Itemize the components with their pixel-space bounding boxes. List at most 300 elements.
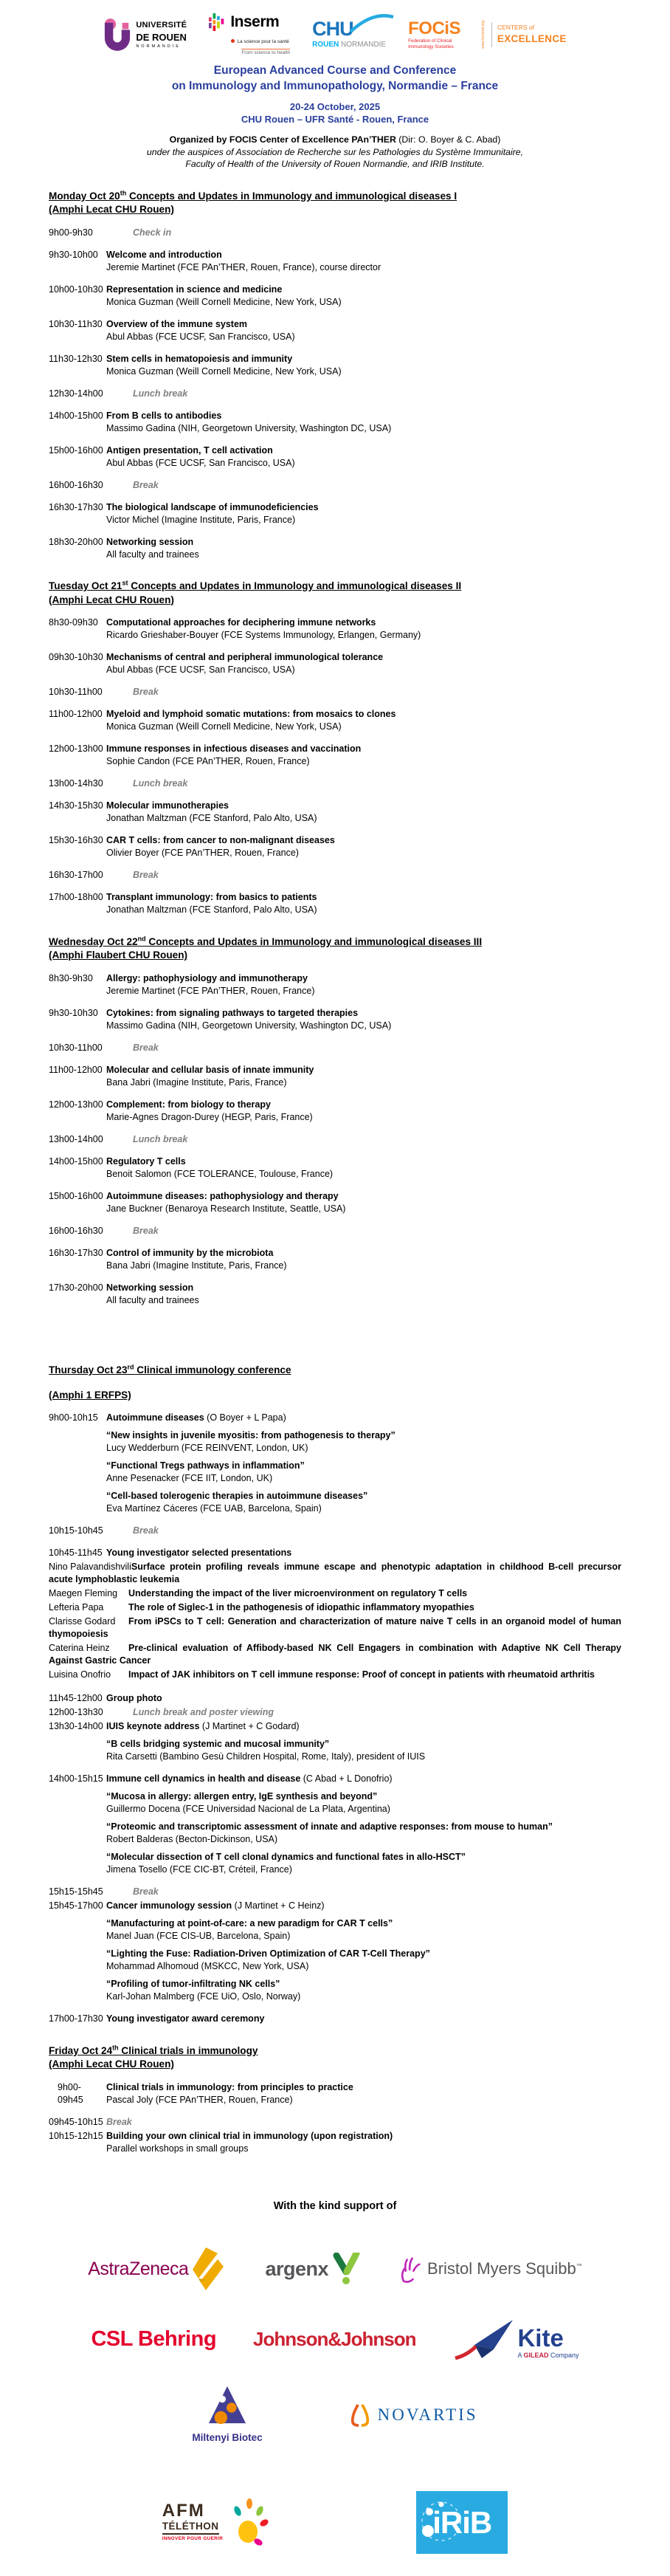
speaker-line: Benoit Salomon (FCE TOLERANCE, Toulouse, France) [106, 1168, 334, 1179]
focis-subline: Federation of Clinical Immunology Societies [408, 38, 454, 49]
sub-talk [106, 1490, 621, 1515]
focis-wordmark: FOCiS [408, 18, 460, 39]
break-label: Break [133, 1886, 159, 1897]
focis-divider [491, 22, 492, 47]
session-title: The biological landscape of immunodeficiencies [106, 501, 319, 512]
session-title: Immune cell dynamics in health and disease [106, 1773, 301, 1785]
time-slot: 9h00-9h30 [49, 227, 93, 238]
speaker-line: Olivier Boyer (FCE PAn’THER, Rouen, France) [106, 848, 299, 859]
time-slot: 15h00-16h00 [49, 1190, 103, 1201]
focis-logo [408, 20, 567, 49]
speaker-line: All faculty and trainees [106, 1294, 199, 1305]
univ-line3: NORMANDIE [136, 44, 181, 49]
break-row [49, 777, 621, 790]
day-header [49, 579, 621, 594]
day-header-text: Friday Oct 24th Clinical trials in immunology [49, 2044, 258, 2056]
session-chairs: (J Martinet + C Heinz) [232, 1900, 325, 1912]
break-row [49, 388, 621, 400]
session-title: Allergy: pathophysiology and immunotherapy [106, 972, 308, 983]
break-label: Lunch break and poster viewing [133, 1707, 274, 1718]
session-row [49, 1155, 621, 1181]
time-slot: 15h00-16h00 [49, 444, 103, 456]
session-title: Computational approaches for deciphering immune networks [106, 617, 376, 628]
abstract-title: Pre-clinical evaluation of Affibody-based NK Cell Engagers in combination with Adaptive NK Cell Therapy Against Gastric Cancer [49, 1643, 621, 1666]
sub-talk [106, 1429, 621, 1454]
sub-talk [106, 1851, 621, 1876]
time-slot: 18h30-20h00 [49, 536, 103, 547]
bristol-myers-squibb-logo [399, 2255, 582, 2283]
afm-telethon-logo [162, 2498, 269, 2546]
session-title: Group photo [106, 1693, 162, 1704]
session-title-line [106, 1099, 621, 1111]
chu-wordmark: CHU [312, 19, 386, 39]
session-title: Networking session [106, 536, 194, 547]
kite-icon [452, 2318, 516, 2360]
break-row [49, 227, 621, 239]
sub-talk [106, 1978, 621, 2003]
session-title: Welcome and introduction [106, 249, 222, 260]
irib-logo [416, 2491, 508, 2554]
auspices-line1: under the auspices of Association de Recherche sur les Pathologies du Système Immunitaire, [146, 146, 524, 157]
break-label: Check in [133, 227, 172, 238]
time-slot: 12h00-13h00 [49, 1099, 103, 1110]
inserm-tagline-en: From science to health [241, 50, 291, 56]
speaker-line: Massimo Gadina (NIH, Georgetown University, Washington DC, USA) [106, 1020, 392, 1031]
session-row [49, 616, 621, 642]
inserm-tagline-fr: La science pour la santé [231, 39, 290, 46]
talk-title: “Manufacturing at point-of-care: a new paradigm for CAR T cells” [106, 1918, 393, 1929]
time-slot: 09h45-10h15 [49, 2116, 103, 2127]
ordinal-suffix: th [120, 189, 127, 197]
break-row [49, 869, 621, 882]
abstract-title: From iPSCs to T cell: Generation and characterization of mature naive T cells in an organoid model of human thymopoiesis [49, 1616, 621, 1640]
session-title: Young investigator selected presentations [106, 1548, 292, 1559]
speaker-line: Sophie Candon (FCE PAn’THER, Rouen, France) [106, 756, 310, 767]
sponsor-row-1 [49, 2246, 621, 2292]
talk-title: “Proteomic and transcriptomic assessment of innate and adaptive responses: from mouse to human” [106, 1821, 553, 1833]
csl-behring-logo [91, 2325, 216, 2354]
speaker-line: Guillermo Docena (FCE Universidad Nacional de La Plata, Argentina) [106, 1804, 390, 1815]
session-title: CAR T cells: from cancer to non-malignant diseases [106, 835, 335, 846]
schedule [49, 188, 621, 2155]
time-slot: 13h00-14h00 [49, 1133, 103, 1144]
day-section [49, 1363, 621, 2026]
inserm-logo [209, 12, 290, 58]
focis-website: www.focisnet.org [481, 21, 486, 49]
day-venue: (Amphi 1 ERFPS) [49, 1389, 131, 1401]
astrazeneca-ribbon-icon [188, 2246, 227, 2292]
time-slot: 10h30-11h00 [49, 687, 103, 698]
session-title-line [106, 353, 621, 365]
speaker-line: Rita Carsetti (Bambino Gesù Children Hospital, Rome, Italy), president of IUIS [106, 1751, 426, 1762]
session-title: Autoimmune diseases [106, 1412, 204, 1423]
speaker-line: Lucy Wedderburn (FCE REINVENT, London, UK) [106, 1443, 308, 1454]
afm-figure-icon [230, 2498, 269, 2546]
session-title: Autoimmune diseases: pathophysiology and therapy [106, 1190, 339, 1201]
session-row [49, 2130, 621, 2155]
sponsor-row-2 [49, 2318, 621, 2360]
time-slot: 11h30-12h30 [49, 353, 103, 364]
session-title-line [106, 1007, 621, 1020]
speaker-line: Ricardo Grieshaber-Bouyer (FCE Systems Immunology, Erlangen, Germany) [106, 630, 421, 641]
speaker-line: Eva Martínez Cáceres (FCE UAB, Barcelona, Spain) [106, 1503, 322, 1514]
session-title-line [106, 410, 621, 422]
talk-title: “New insights in juvenile myositis: from pathogenesis to therapy” [106, 1430, 396, 1441]
break-label: Break [133, 687, 159, 698]
kite-wordmark: Kite [517, 2324, 564, 2352]
session-title-line [106, 501, 621, 514]
session-row [49, 284, 621, 309]
break-label: Break [133, 479, 159, 490]
session-row [49, 444, 621, 470]
session-title: Molecular immunotherapies [106, 800, 229, 811]
session-row [49, 249, 621, 274]
break-row [49, 1133, 621, 1146]
session-row [49, 651, 621, 676]
telethon-wordmark: TÉLÉTHON [162, 2520, 219, 2535]
session-title: Molecular and cellular basis of innate immunity [106, 1064, 314, 1075]
session-row [49, 800, 621, 825]
sub-talk [106, 1948, 621, 1973]
kite-logo [452, 2318, 579, 2360]
session-title-line [106, 1412, 621, 1424]
session-row [49, 1190, 621, 1215]
day-section [49, 934, 621, 1307]
day-header [49, 188, 621, 203]
abstract-title: Understanding the impact of the liver microenvironment on regulatory T cells [128, 1588, 468, 1599]
afm-slogan: INNOVER POUR GUERIR [162, 2536, 224, 2542]
young-investigator-abstract [49, 1669, 621, 1681]
session-title-line [106, 1773, 621, 1785]
speaker-line: Monica Guzman (Weill Cornell Medicine, New York, USA) [106, 365, 342, 377]
session-row [49, 353, 621, 378]
ordinal-suffix: th [112, 2044, 119, 2052]
session-title-line [106, 800, 621, 812]
talk-title: “Molecular dissection of T cell clonal dynamics and functional fates in allo-HSCT” [106, 1852, 466, 1863]
time-slot: 10h45-11h45 [49, 1548, 103, 1559]
session-row [49, 1692, 621, 1705]
organizer-block [49, 134, 621, 171]
event-venue: CHU Rouen – UFR Santé - Rouen, France [241, 114, 429, 126]
irib-wordmark: iRiB [432, 2504, 492, 2540]
inserm-dot-icon [231, 39, 235, 43]
miltenyi-wordmark: Miltenyi Biotec [192, 2432, 263, 2444]
talk-title: “Functional Tregs pathways in inflammation” [106, 1460, 305, 1471]
kite-gilead-subline: A GILEAD Company [517, 2352, 579, 2360]
support-heading: With the kind support of [273, 2199, 397, 2212]
document-title-line1: European Advanced Course and Conference [213, 64, 457, 78]
sub-talk [106, 1917, 621, 1943]
speaker-line: Robert Balderas (Becton-Dickinson, USA) [106, 1834, 278, 1845]
bms-wordmark: Bristol Myers Squibb™ [427, 2259, 582, 2278]
speaker-line: Jeremie Martinet (FCE PAn’THER, Rouen, France), course director [106, 261, 381, 272]
chu-swoosh-icon [349, 14, 395, 33]
break-label: Break [133, 1042, 159, 1053]
session-title: Building your own clinical trial in immunology (upon registration) [106, 2130, 393, 2141]
session-title: Cytokines: from signaling pathways to targeted therapies [106, 1007, 359, 1018]
young-investigator-abstract [49, 1615, 621, 1641]
time-slot: 14h00-15h00 [49, 1155, 103, 1167]
speaker-line: Bana Jabri (Imagine Institute, Paris, France) [106, 1076, 287, 1088]
time-slot: 13h30-14h00 [49, 1721, 103, 1732]
miltenyi-triangle-icon [207, 2385, 247, 2429]
day-section [49, 2043, 621, 2155]
session-row [49, 1282, 621, 1307]
session-title-line [106, 743, 621, 755]
astrazeneca-logo [88, 2246, 227, 2292]
document-title-line2: on Immunology and Immunopathology, Normandie – France [171, 79, 499, 92]
day-section [49, 188, 621, 561]
presenter-name: Maegen Fleming [49, 1588, 118, 1599]
time-slot: 14h00-15h15 [49, 1773, 103, 1785]
argenx-mark-icon [331, 2253, 361, 2285]
session-title-line [106, 318, 621, 331]
session-row [49, 318, 621, 343]
time-slot: 9h00-10h15 [49, 1412, 98, 1423]
presenter-name: Luisina Onofrio [49, 1669, 111, 1680]
session-title: Myeloid and lymphoid somatic mutations: from mosaics to clones [106, 709, 396, 720]
universite-rouen-logo [103, 18, 187, 51]
time-slot: 10h15-10h45 [49, 1525, 103, 1536]
session-title: Complement: from biology to therapy [106, 1099, 271, 1110]
sponsor-row-4 [49, 2491, 621, 2554]
time-slot: 15h45-17h00 [49, 1900, 103, 1912]
session-row [49, 972, 621, 997]
time-slot: 8h30-09h30 [49, 617, 98, 628]
session-row [49, 1900, 621, 2003]
ordinal-suffix: st [122, 579, 128, 587]
time-slot: 12h00-13h30 [49, 1707, 103, 1718]
abstract-title: The role of Siglec-1 in the pathogenesis of idiopathic inflammatory myopathies [128, 1602, 474, 1613]
sub-talk [106, 1790, 621, 1816]
afm-wordmark: AFM [162, 2500, 205, 2521]
ordinal-suffix: nd [137, 935, 146, 943]
talk-title: “Mucosa in allergy: allergen entry, IgE synthesis and beyond” [106, 1791, 378, 1802]
time-slot: 9h30-10h30 [49, 1007, 98, 1018]
session-chairs: (C Abad + L Donofrio) [300, 1773, 393, 1785]
session-title-line [106, 616, 621, 629]
day-venue: (Amphi Lecat CHU Rouen) [49, 594, 174, 605]
time-slot: 8h30-9h30 [49, 972, 93, 983]
session-row [49, 1773, 621, 1876]
break-label: Lunch break [133, 778, 188, 789]
speaker-line: Parallel workshops in small groups [106, 2143, 249, 2154]
session-title-line [106, 1247, 621, 1260]
session-title: From B cells to antibodies [106, 410, 222, 421]
session-title: Cancer immunology session [106, 1900, 232, 1912]
speaker-line: Jonathan Maltzman (FCE Stanford, Palo Alto, USA) [106, 813, 317, 824]
speaker-line: Jane Buckner (Benaroya Research Institute, Seattle, USA) [106, 1203, 346, 1214]
session-title-line [106, 536, 621, 549]
session-title: Mechanisms of central and peripheral immunological tolerance [106, 652, 384, 663]
time-slot: 16h30-17h00 [49, 870, 103, 881]
time-slot: 10h15-12h15 [49, 2130, 103, 2141]
session-row [49, 1547, 621, 1559]
break-row [49, 1886, 621, 1898]
break-label: Lunch break [133, 388, 188, 399]
abstract-title: Impact of JAK inhibitors on T cell immune response: Proof of concept in patients with rheumatoid arthritis [128, 1669, 595, 1680]
young-investigator-abstract [49, 1642, 621, 1667]
break-row [49, 1525, 621, 1537]
day-header-text: Tuesday Oct 21st Concepts and Updates in Immunology and immunological diseases II [49, 579, 462, 592]
session-title: Antigen presentation, T cell activation [106, 444, 273, 456]
session-title-line [106, 1064, 621, 1076]
univ-line1: UNIVERSITÉ [136, 20, 187, 30]
speaker-line: Abul Abbas (FCE UCSF, San Francisco, USA) [106, 331, 295, 342]
speaker-line: Mohammad Alhomoud (MSKCC, New York, USA) [106, 1961, 309, 1972]
session-title-line [106, 249, 621, 261]
inserm-bars-icon [209, 12, 227, 32]
bms-hand-icon [399, 2255, 421, 2283]
break-row [49, 1706, 621, 1719]
session-row [49, 1007, 621, 1032]
sub-talk [106, 1738, 621, 1763]
presenter-name: Clarisse Godard [49, 1616, 116, 1627]
session-row [49, 501, 621, 526]
sub-talk [106, 1460, 621, 1485]
session-title: Networking session [106, 1282, 194, 1293]
break-row [49, 479, 621, 492]
presenter-name: Caterina Heinz [49, 1643, 110, 1654]
time-slot: 9h00-09h45 [58, 2081, 83, 2105]
csl-wordmark: CSL Behring [91, 2326, 217, 2351]
day-header [49, 934, 621, 949]
session-row [49, 743, 621, 768]
sponsor-row-3 [49, 2385, 621, 2445]
time-slot: 17h30-20h00 [49, 1282, 103, 1293]
break-label: Break [106, 2116, 132, 2127]
time-slot: 15h30-16h30 [49, 835, 103, 846]
speaker-line: Bana Jabri (Imagine Institute, Paris, France) [106, 1260, 287, 1271]
young-investigator-abstract [49, 1587, 621, 1600]
session-row [49, 1247, 621, 1272]
talk-title: “Cell-based tolerogenic therapies in autoimmune diseases” [106, 1491, 368, 1502]
time-slot: 11h00-12h00 [49, 1064, 103, 1075]
session-chairs: (O Boyer + L Papa) [204, 1412, 286, 1423]
univ-line2: DE ROUEN [136, 31, 187, 43]
miltenyi-biotec-logo [192, 2385, 262, 2445]
day-venue: (Amphi Lecat CHU Rouen) [49, 2058, 174, 2070]
session-title: IUIS keynote address [106, 1721, 200, 1732]
session-chairs: (J Martinet + C Godard) [199, 1721, 300, 1732]
session-row [49, 1099, 621, 1124]
day-header-text: Thursday Oct 23rd Clinical immunology conference [49, 1363, 291, 1376]
presenter-name: Nino Palavandishvili [49, 1562, 131, 1573]
chu-subline: ROUEN NORMANDIE [312, 41, 387, 49]
speaker-line: Jonathan Maltzman (FCE Stanford, Palo Alto, USA) [106, 904, 317, 916]
time-slot: 16h00-16h30 [49, 479, 103, 490]
session-title-line [106, 1720, 621, 1733]
speaker-line: Pascal Joly (FCE PAn’THER, Rouen, France) [106, 2094, 293, 2105]
session-title-line [106, 2130, 621, 2143]
inserm-wordmark: Inserm [230, 13, 280, 30]
break-row [49, 2116, 621, 2129]
time-slot: 14h00-15h00 [49, 410, 103, 421]
break-label: Lunch break [133, 1133, 188, 1144]
focis-centers-of: CENTERS of [497, 24, 534, 32]
break-row [49, 1225, 621, 1237]
speaker-line: Anne Pesenacker (FCE IIT, London, UK) [106, 1473, 273, 1484]
partner-logos-row [49, 12, 621, 58]
day-header [49, 1363, 621, 1378]
novartis-flame-icon [350, 2403, 370, 2427]
session-title: Regulatory T cells [106, 1155, 186, 1167]
day-section [49, 579, 621, 917]
speaker-line: Jimena Tosello (FCE CIC-BT, Créteil, France) [106, 1864, 292, 1875]
time-slot: 16h30-17h30 [49, 1247, 103, 1258]
novartis-logo [350, 2403, 478, 2427]
break-row [49, 1042, 621, 1054]
speaker-line: All faculty and trainees [106, 549, 199, 560]
time-slot: 13h00-14h30 [49, 778, 103, 789]
session-title-line [106, 1190, 621, 1203]
abstract-title: Surface protein profiling reveals immune escape and phenotypic adaptation in childhood B-cell precursor acute lymphoblastic leukemia [49, 1562, 621, 1585]
session-title-line [106, 834, 621, 847]
day-venue: (Amphi Flaubert CHU Rouen) [49, 949, 188, 961]
session-title-line [106, 651, 621, 664]
young-investigator-abstract [49, 1601, 621, 1614]
session-title: Stem cells in hematopoiesis and immunity [106, 353, 293, 364]
day-header-text: Monday Oct 20th Concepts and Updates in Immunology and immunological diseases I [49, 189, 457, 202]
time-slot: 11h00-12h00 [49, 709, 103, 720]
break-row [49, 686, 621, 698]
speaker-line: Monica Guzman (Weill Cornell Medicine, New York, USA) [106, 721, 342, 732]
event-dates: 20-24 October, 2025 [289, 100, 381, 112]
talk-title: “Profiling of tumor-infiltrating NK cells” [106, 1979, 280, 1990]
time-slot: 12h00-13h00 [49, 743, 103, 755]
support-section [49, 2199, 621, 2554]
session-row [49, 410, 621, 435]
day-venue: (Amphi Lecat CHU Rouen) [49, 204, 174, 216]
time-slot: 09h30-10h30 [49, 652, 103, 663]
session-title: Control of immunity by the microbiota [106, 1247, 274, 1258]
time-slot: 10h30-11h30 [49, 318, 103, 329]
argenx-wordmark: argenx [265, 2258, 329, 2281]
session-title: Young investigator award ceremony [106, 2013, 265, 2024]
talk-title: “Lighting the Fuse: Radiation-Driven Optimization of CAR T-Cell Therapy” [106, 1948, 430, 1960]
session-row [49, 1064, 621, 1089]
time-slot: 17h00-18h00 [49, 892, 103, 903]
presenter-name: Lefteria Papa [49, 1602, 104, 1613]
session-title: Overview of the immune system [106, 318, 248, 329]
session-title: Transplant immunology: from basics to patients [106, 892, 317, 903]
speaker-line: Manel Juan (FCE CIS-UB, Barcelona, Spain) [106, 1931, 291, 1942]
jnj-wordmark: Johnson&Johnson [253, 2327, 416, 2350]
day-header [49, 2043, 621, 2058]
day-header-text: Wednesday Oct 22nd Concepts and Updates in Immunology and immunological diseases III [49, 935, 483, 947]
argenx-logo [265, 2253, 361, 2285]
organizer-line: Organized by FOCIS Center of Excellence PAn’THER (Dir: O. Boyer & C. Abad) [169, 134, 501, 145]
novartis-wordmark: NOVARTIS [377, 2405, 478, 2425]
johnson-and-johnson-logo [253, 2326, 415, 2352]
session-title-line [106, 284, 621, 296]
session-title: Clinical trials in immunology: from principles to practice [106, 2081, 353, 2092]
session-title: Representation in science and medicine [106, 284, 283, 295]
session-row [49, 708, 621, 733]
time-slot: 11h45-12h00 [49, 1693, 103, 1704]
auspices-line2: Faculty of Health of the University of Rouen Normandie, and IRIB Institute. [185, 159, 485, 170]
universite-rouen-icon [103, 18, 131, 51]
session-row [49, 2013, 621, 2025]
session-row [49, 834, 621, 859]
time-slot: 10h30-11h00 [49, 1042, 103, 1053]
focis-excellence: EXCELLENCE [497, 32, 567, 44]
sub-talk [106, 1821, 621, 1846]
time-slot: 14h30-15h30 [49, 800, 103, 811]
time-slot: 16h30-17h30 [49, 501, 103, 512]
astrazeneca-wordmark: AstraZeneca [88, 2259, 189, 2280]
break-label: Break [133, 1225, 159, 1236]
